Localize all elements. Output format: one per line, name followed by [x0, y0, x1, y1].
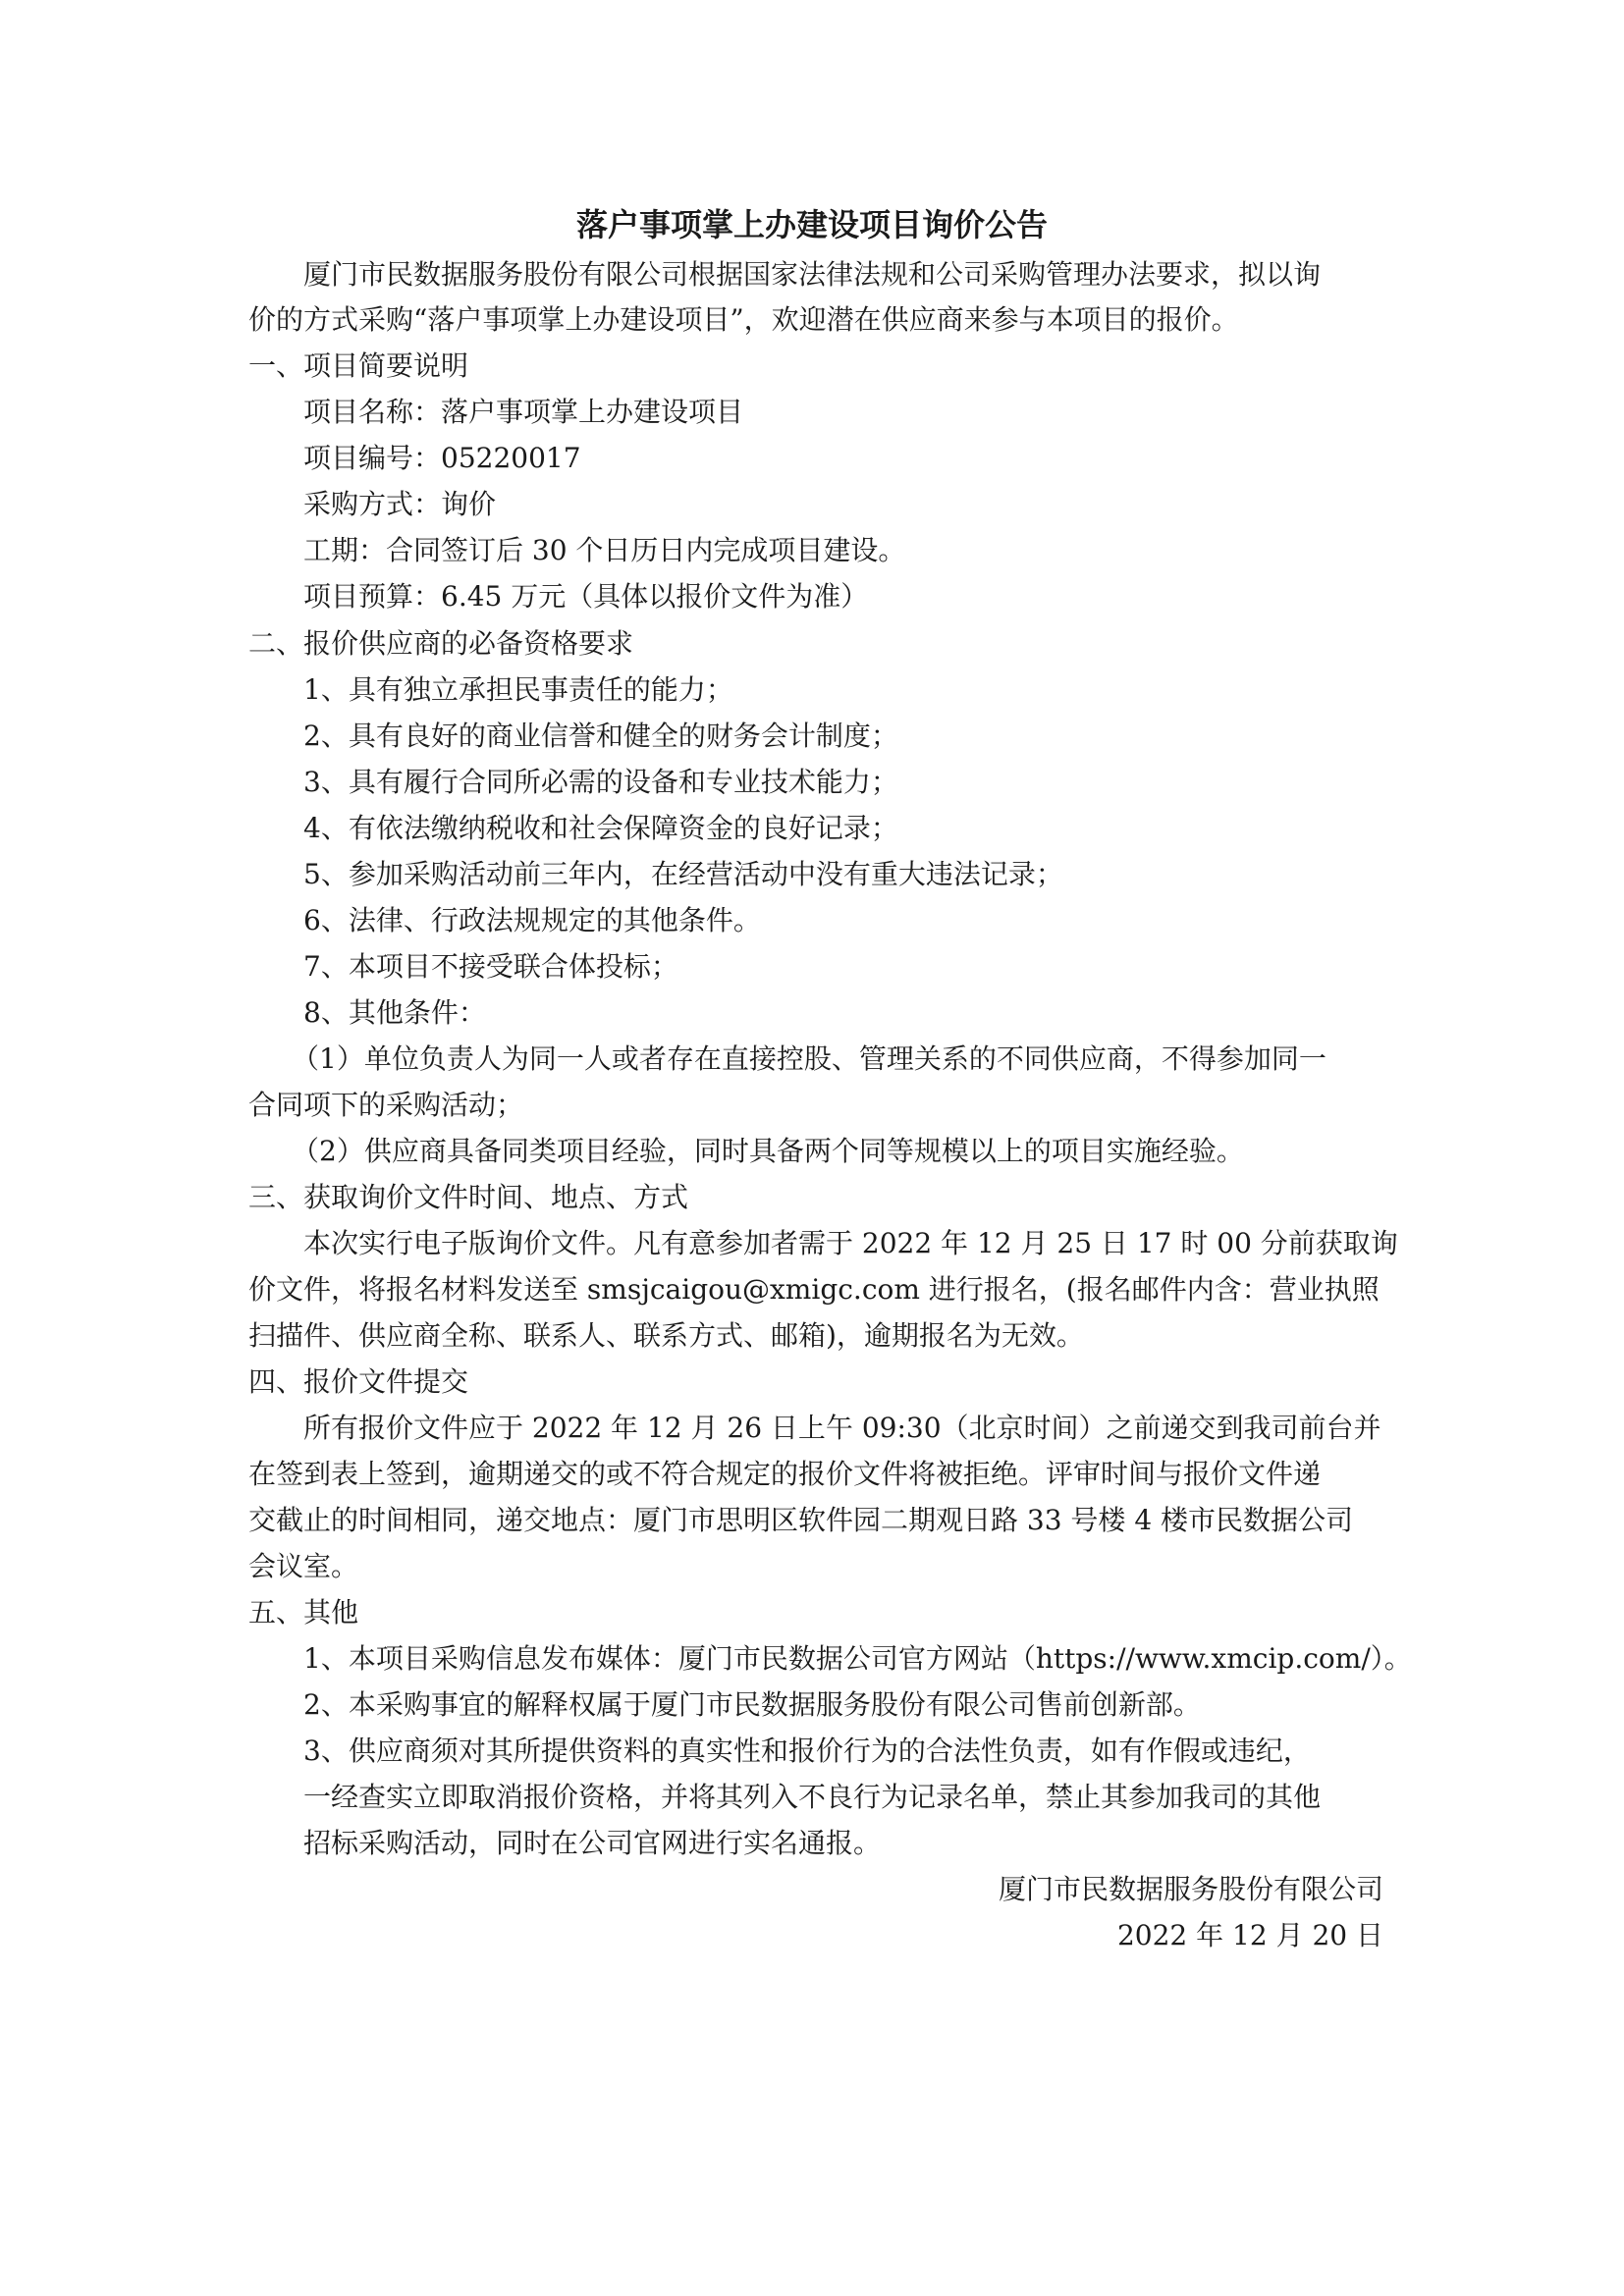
section1-item: 项目名称：落户事项掌上办建设项目 — [303, 396, 744, 428]
section2-heading: 二、报价供应商的必备资格要求 — [248, 627, 634, 660]
section2-item: 2、具有良好的商业信誉和健全的财务会计制度； — [303, 720, 898, 752]
section4-body-line: 会议室。 — [248, 1550, 359, 1582]
section5-item: 3、供应商须对其所提供资料的真实性和报价行为的合法性负责，如有作假或违纪， — [303, 1735, 1311, 1767]
section1-item: 项目预算：6.45 万元（具体以报价文件为准） — [303, 580, 869, 613]
section5-item: 1、本项目采购信息发布媒体：厦门市民数据公司官方网站（https://www.xmcip.com/）。 — [303, 1642, 1412, 1675]
section2-sub2: （2）供应商具备同类项目经验，同时具备两个同等规模以上的项目实施经验。 — [292, 1135, 1244, 1167]
section2-sub1-line-2: 合同项下的采购活动； — [248, 1089, 524, 1121]
intro-line-1: 厦门市民数据服务股份有限公司根据国家法律法规和公司采购管理办法要求，拟以询 — [303, 258, 1322, 291]
signature-date: 2022 年 12 月 20 日 — [1116, 1919, 1383, 1951]
document-title: 落户事项掌上办建设项目询价公告 — [575, 206, 1048, 243]
section1-heading: 一、项目简要说明 — [248, 349, 469, 382]
section3-heading: 三、获取询价文件时间、地点、方式 — [248, 1181, 689, 1213]
section2-item: 1、具有独立承担民事责任的能力； — [303, 673, 733, 706]
section3-body-line: 本次实行电子版询价文件。凡有意参加者需于 2022 年 12 月 25 日 17 时 00 分前获取询 — [303, 1227, 1398, 1259]
section1-item: 工期：合同签订后 30 个日历日内完成项目建设。 — [303, 534, 906, 566]
section2-item: 3、具有履行合同所必需的设备和专业技术能力； — [303, 766, 898, 798]
section3-body-line: 价文件，将报名材料发送至 smsjcaigou@xmigc.com 进行报名，(报名邮件内含：营业执照 — [248, 1273, 1380, 1306]
section2-item: 7、本项目不接受联合体投标； — [303, 950, 678, 983]
intro-line-2: 价的方式采购“落户事项掌上办建设项目”，欢迎潜在供应商来参与本项目的报价。 — [248, 303, 1239, 336]
section2-item: 8、其他条件： — [303, 996, 486, 1029]
signature-company: 厦门市民数据服务股份有限公司 — [998, 1873, 1383, 1905]
section4-heading: 四、报价文件提交 — [248, 1365, 469, 1398]
section5-item: 招标采购活动，同时在公司官网进行实名通报。 — [303, 1827, 882, 1859]
section5-item: 一经查实立即取消报价资格，并将其列入不良行为记录名单，禁止其参加我司的其他 — [303, 1781, 1322, 1813]
section2-item: 5、参加采购活动前三年内，在经营活动中没有重大违法记录； — [303, 858, 1063, 890]
section2-item: 4、有依法缴纳税收和社会保障资金的良好记录； — [303, 812, 898, 844]
section5-item: 2、本采购事宜的解释权属于厦门市民数据服务股份有限公司售前创新部。 — [303, 1688, 1201, 1721]
section5-heading: 五、其他 — [248, 1596, 359, 1629]
section1-item: 采购方式：询价 — [303, 488, 497, 520]
section3-body-line: 扫描件、供应商全称、联系人、联系方式、邮箱)，逾期报名为无效。 — [248, 1319, 1084, 1352]
section1-item: 项目编号：05220017 — [303, 442, 581, 474]
section4-body-line: 在签到表上签到，逾期递交的或不符合规定的报价文件将被拒绝。评审时间与报价文件递 — [248, 1458, 1322, 1490]
section2-item: 6、法律、行政法规规定的其他条件。 — [303, 904, 761, 936]
section4-body-line: 所有报价文件应于 2022 年 12 月 26 日上午 09:30（北京时间）之前递交到我司前台并 — [303, 1412, 1381, 1444]
section4-body-line: 交截止的时间相同，递交地点：厦门市思明区软件园二期观日路 33 号楼 4 楼市民数据公司 — [248, 1504, 1354, 1536]
section2-sub1-line-1: （1）单位负责人为同一人或者存在直接控股、管理关系的不同供应商，不得参加同一 — [292, 1042, 1326, 1075]
